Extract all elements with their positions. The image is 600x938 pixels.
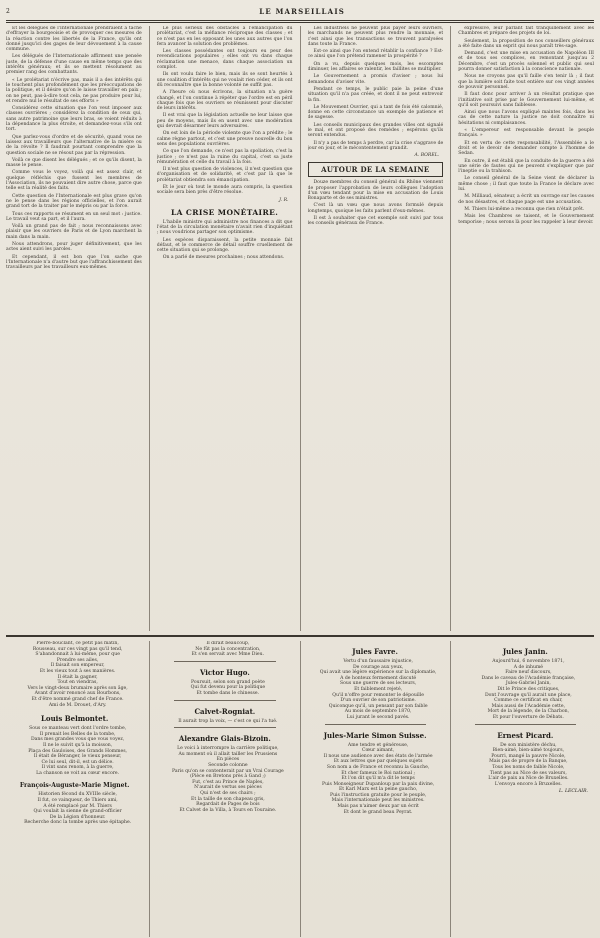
verse-line: Et aux lettres que par quelques sujets: [333, 759, 423, 765]
paragraph: Est-ce ainsi que l'on entend rétablir la confiance ? Est-ce ainsi que l'on prétend ramener la prospérité ?: [307, 49, 444, 60]
paragraph: Il n'est plus question de violences, il n'est question que d'organisation et de solidarité, et c'est par là que le prolétariat obtiendra son émancipation.: [156, 167, 293, 183]
verse-line: Et d'être nommé grand chef de France.: [31, 696, 124, 702]
column-3: [308, 26, 444, 631]
verse-line: Et s'en servait avec Mme Dieu.: [191, 652, 265, 658]
epitaph-title: Ernest Picard.: [497, 730, 554, 740]
main-columns: [6, 26, 594, 631]
paragraph: M. Thiers lui-même a reconnu que rien n'était prêt.: [464, 206, 585, 212]
column-4: [458, 26, 594, 631]
verse-line: Plaça des Gauloises, des Grands Hommes,: [28, 748, 128, 754]
verse-line: Prendre ses ailes,: [56, 657, 99, 663]
divider: [174, 661, 275, 662]
divider: [325, 724, 426, 725]
epitaph-title: Alexandre Glais-Bizoin.: [178, 734, 271, 744]
verse-line: Mais aussi de l'Académie cette,: [491, 703, 566, 709]
paragraph: Ce que l'on demande, ce n'est pas la spoliation, c'est la justice ; ce n'est pas la ruine du capital, c'est sa juste rémunération et celle du travail à la fois.: [156, 149, 293, 165]
paragraph: Voilà ce que disent les délégués ; et ce qu'ils disent, la masse le pense.: [6, 157, 142, 169]
verse-line: Fut, c'est au Prince de Naples,: [192, 779, 264, 785]
verse-line: Ami de M. Drouet, d'Ary.: [48, 702, 107, 708]
verse-line: Il faisait son empereur,: [50, 663, 105, 669]
masthead: [6, 4, 594, 18]
column-divider: [450, 641, 451, 937]
paragraph: Cette question de l'Internationale est plus grave qu'on ne le pense dans les régions officielles, et l'on aurait grand tort de la traiter par le mépris ou par la force.: [6, 193, 142, 210]
column-1: [6, 26, 142, 631]
article-signature: J. R.: [279, 197, 289, 203]
feuilleton-signature: L. LECLAIR.: [559, 789, 588, 795]
verse-line: L'envoya encore à Bruxelles.: [494, 781, 562, 787]
verse-line: Avant d'avoir renoncé aux Bourbons,: [34, 691, 121, 697]
epitaph-title: Victor Hugo.: [199, 667, 250, 677]
verse-line: N'aurait de vertus ses pièces: [194, 785, 262, 791]
verse-line: Cœur aimant,: [362, 748, 395, 754]
verse-line: Qui avait une légère expérience sur la diplomatie,: [319, 670, 437, 676]
feuilleton-column-3: [307, 641, 444, 937]
paragraph: Le plus sérieux des obstacles à l'émancipation du prolétariat, c'est la méfiance réciproque des classes ; et ce n'est pas en les opposant les unes aux autres que l'on fera avancer la solution des problèmes.: [156, 26, 293, 47]
paragraph: « Le prolétariat n'écrive pas, mais il a des intérêts qui le touchent plus profondément que les préoccupations de la politique, et il désire qu'on le laisse travailler en paix ; on ne peut, pas-à-dire tout cela, ne pas produire pour lui, et rendre nul le résultat de ses efforts »: [6, 77, 142, 104]
paragraph: On est loin de la période violente que l'on a prédite ; le calme règne partout, et c'est une preuve nouvelle du bon sens des populations ouvrières.: [156, 131, 293, 147]
paragraph: Demand, c'est une mise en accusation de Napoléon III et de tous ses complices, en remontant jusqu'au 2 Décembre, c'est un procès solennel et public qui seul pourra donner satisfaction à la conscience nationale.: [458, 51, 594, 73]
verse-line: A de inhumé: [513, 664, 544, 670]
column-divider: [149, 641, 150, 937]
verse-line: Quiconque qu'il, un pensant par son faible: [328, 703, 428, 709]
verse-line: Il vint sans renom, à la guerre,: [41, 765, 114, 771]
verse-line: Son nom a de France et reconnu la Gauche,: [326, 764, 430, 770]
paragraph: En outre, il est établi que la conduite de la guerre a été une série de fautes qui ne peuvent s'expliquer que par l'ineptie ou la trahison.: [458, 158, 594, 175]
verse-line: Et faiblement rejeté,: [354, 686, 403, 692]
verse-line: Ce lui seul, dit-il, est un délice.: [41, 759, 114, 765]
verse-line: Il était de Béranger, le vieux penseur,: [33, 754, 122, 760]
paragraph: expressive, leur parlant fait tranquillement avec les Chambres et prépare des projets de loi.: [458, 26, 594, 37]
verse-line: Regardait de Pages de bois: [196, 802, 260, 808]
verse-line: De courage aux yeux,: [352, 664, 404, 670]
verse-line: Mort de la légende, de la Charbon,: [487, 709, 570, 715]
verse-line: Et cher fameux le Roi national ;: [341, 770, 416, 776]
paragraph: Et en vertu de cette responsabilité, l'Assemblée a le droit et le devoir de demander compte à l'homme de Sedan.: [458, 140, 594, 157]
verse-line: Et Calvet de la Villa, à Tours en Touraine.: [179, 807, 277, 813]
verse-line: Faire neuf discours,: [505, 670, 552, 676]
feuilleton-column-1: [6, 641, 143, 937]
epitaph-title: Jules Janin.: [502, 647, 548, 656]
column-divider: [149, 26, 150, 631]
verse-line: Aujourd'hui, 6 novembre 1871,: [492, 659, 565, 664]
verse-line: Qui voulait la sienne de grand-officier: [33, 809, 122, 815]
verse-line: Sous une guerre de ses lecteurs,: [339, 681, 417, 687]
section-title-autour-de-la-semaine: AUTOUR DE LA SEMAINE: [308, 162, 444, 177]
paragraph: Les espèces disparaissent, la petite monnaie fait défaut, et le commerce de détail souffre cruellement de cette situation qui se prolonge.: [156, 237, 293, 254]
verse-line: Mais pas de propre de la Banque,: [489, 759, 568, 765]
verse-line: Paris qu'on se contenterait par un Vrai Courage: [171, 768, 284, 774]
verse-line: Il nous une audience avec des états de l'armée: [323, 753, 433, 759]
verse-line: A de honteux fermement discuté: [340, 675, 417, 681]
verse-line: Il prenait les Belles de la tombe,: [39, 731, 116, 737]
column-divider: [450, 26, 451, 631]
verse-line: Lui jurant le second pavés.: [346, 714, 410, 720]
paragraph: Les conseils municipaux des grandes villes ont signalé le mal, et ont proposé des remèdes ; espérons qu'ils seront entendus.: [307, 122, 444, 139]
verse-line: Vers le vingt-deux brumaire après son âge,: [27, 685, 128, 691]
verse-line: Bien-aimé, bien-aimé toujours,: [492, 748, 565, 754]
verse-line: D'un ouvrier de son patriotisme.: [340, 698, 416, 704]
paragraph: Les classes possédantes ont toujours eu peur des revendications populaires ; elles ont vu dans chaque réclamation une menace, dans chaque association un complot.: [156, 49, 293, 71]
paragraph: Et cependant, il est bon que l'on sache que l'Internationale n'a d'autre but que l'affranchissement des travailleurs par les travailleurs eux-mêmes.: [6, 254, 142, 271]
verse-line: Et dont le grand beau Peyrat.: [343, 809, 413, 815]
paragraph: Les industriels ne peuvent plus payer leurs ouvriers, les marchands ne peuvent plus rendre la monnaie, et c'est ainsi que les transactions se trouvent paralysées dans toute la France.: [307, 26, 444, 47]
feuilleton-rule: [6, 635, 594, 637]
paragraph: Voilà un grand pas de fait ; nous reconnaissons avec plaisir que les ouvriers de Paris et de Lyon marchent la main dans la main.: [6, 224, 142, 240]
paragraph: Ainsi que nous l'avons expliqué maintes fois, dans les cas de cette nature la justice ne doit connaître ni hésitations ni complaisances.: [458, 110, 594, 126]
paragraph: Douze membres du conseil général du Rhône viennent de proposer l'approbation de leurs collègues l'adoption d'un vœu tendant pour la mise en accusation de Louis Bonaparte et de ses ministres.: [307, 180, 444, 202]
paragraph: Il est vrai que la législation actuelle ne leur laisse que peu de moyens, mais ils en usent avec une modération qui devrait désarmer leurs adversaires.: [156, 113, 293, 130]
column-divider: [300, 26, 301, 631]
paragraph: Nous attendrons, pour juger définitivement, que les actes aient suivi les paroles.: [6, 241, 142, 253]
page-number: 2: [6, 7, 11, 15]
verse-line: Et Karl Marx est la peine gaucho,: [338, 787, 418, 793]
verse-line: Rousseau, sur ces vingt pas qu'il tend,: [32, 646, 123, 652]
paragraph: Pendant ce temps, le public paie la peine d'une situation qu'il n'a pas créée, et dont il ne peut entrevoir la fin.: [307, 86, 444, 103]
paragraph: Et le jour où tout le monde aura compris, la question sociale sera bien près d'être résolue.: [156, 185, 293, 196]
epitaph-title: Jules Favre.: [352, 647, 398, 656]
paragraph: On a vu, depuis quelques mois, les escomptes diminuer, les affaires se ralentir, les faillites se multiplier.: [307, 61, 444, 73]
verse-line: Il aurait trop la voix, — c'est ce qui l'a tué.: [178, 718, 278, 724]
verse-line: Dont l'ouvrage qu'il aurait une place,: [484, 692, 572, 698]
verse-line: Et la taille de son chapeau gris,: [191, 796, 265, 802]
verse-line: Dans mes grandes vous que vous voyez,: [30, 737, 125, 743]
paragraph: On a parlé de mesures prochaines ; nous attendons.: [162, 255, 285, 261]
verse-line: Puis Monseigneur Dupanloup par la paix divine,: [322, 781, 435, 787]
verse-line: Qu'il n'offre pour remonter le dépouille: [332, 692, 424, 698]
verse-line: Dit le Prince des critiques,: [497, 686, 560, 692]
column-2: [157, 26, 293, 631]
verse-line: Sous ce manteau vert dont l'ordre tombe,: [29, 726, 127, 732]
epitaph-title: Louis Belmontet.: [40, 714, 109, 724]
paragraph: Les délégués de l'Internationale affirment une pensée juste, de la défense d'une cause en même temps que des intérêts généraux; et ils se mettent résolument au premier rang des combattants.: [6, 54, 142, 76]
epitaph-title: Jules-Marie Simon Suisse.: [323, 730, 427, 740]
column-divider: [300, 641, 301, 937]
verse-line: Tout en viendras,: [57, 680, 98, 686]
feuilleton-column-4: [457, 641, 594, 937]
verse-line: L'air de paix au Nice de Bruxelles.: [488, 776, 569, 782]
paragraph: Mais les Chambres se taisent, et le Gouvernement temporise ; nous serons là pour les rappeler à leur devoir.: [458, 214, 594, 225]
divider: [475, 724, 576, 725]
verse-line: Poursuit, selon son grand poète: [190, 679, 265, 685]
verse-line: Il dirait beaucoup,: [206, 641, 250, 646]
verse-line: Vertu d'un faussaire injustice,: [343, 659, 413, 664]
verse-line: Au mois de septembre 1870,: [344, 709, 412, 715]
paragraph: Le Gouvernement a promis d'aviser ; nous lui demandons d'aviser vite.: [307, 74, 444, 85]
verse-line: Et tombe dans le chinesse.: [196, 690, 260, 696]
verse-line: Ne fût pas la concentration,: [195, 646, 261, 652]
paragraph: « L'empereur est responsable devant le peuple français. »: [458, 128, 594, 139]
verse-line: En pièces: [216, 757, 240, 763]
epitaph-title: Calvet-Rogniat.: [194, 706, 256, 716]
verse-line: Ame tendre et généreuse,: [347, 742, 409, 748]
verse-line: Puis l'instruction gratuite pour le peuple,: [329, 792, 427, 798]
verse-line: Au moment où il allait tailler les Prussiens: [178, 751, 278, 757]
verse-line: Dans le caveau de l'Académie française,: [481, 675, 576, 681]
paragraph: L'habile ministre qui administre nos finances a dit que l'état de la circulation monétaire n'avait rien d'inquiétant ; nous voudrions partager son optimisme.: [156, 219, 293, 236]
paragraph: C'est là un vœu que nous avons formulé depuis longtemps, quoique les faits parlent d'eux-mêmes.: [307, 203, 444, 214]
paragraph: Il n'y a pas de temps à perdre, car la crise s'aggrave de jour en jour, et le mécontentement grandit.: [307, 140, 444, 151]
verse-line: Seconde colonne: [208, 762, 248, 768]
verse-line: Pierre-bouclant, ce petit pas mâtin,: [36, 641, 119, 646]
paragraph: Il est à souhaiter que cet exemple soit suivi par tous les conseils généraux de France.: [307, 216, 444, 227]
verse-line: S'abandonnait à lui-même, pour que: [35, 652, 120, 658]
paragraph: Le Mouvement Ouvrier, qui a tant de fois été calomnié, donne en cette circonstance un exemple de patience et de sagesse.: [307, 104, 444, 121]
verse-line: (Pièce en Bretons près à Gand ;): [190, 774, 266, 780]
verse-line: A été remplacé par M. Thiers: [43, 803, 112, 809]
newspaper-title: LE MARSEILLAIS: [259, 6, 346, 16]
divider: [174, 727, 275, 728]
verse-line: Qui n'est de ses chairs ;: [200, 790, 256, 796]
section-title-crise-monetaire: LA CRISE MONÉTAIRE.: [171, 207, 279, 217]
feuilleton-column-2: [156, 641, 293, 937]
verse-line: La chanson se voit au cœur encore.: [36, 770, 120, 776]
paragraph: Considérez cette situation que l'on veut imposer aux classes ouvrières ; considérez la condition de ceux qui, sans autre patrimoine que leurs bras, se voient réduits à la dépendance la plus étroite, et demandez-vous s'ils ont tort.: [6, 106, 142, 133]
verse-line: Et l'on dit qu'il m'a dit le temps: [341, 776, 415, 782]
verse-line: Il fut, ce vainqueur, de Thiers ami,: [37, 798, 118, 804]
verse-line: De son ministère déchu,: [500, 742, 557, 748]
paragraph: Que parlez-vous d'ordre et de sécurité, quand vous ne laissez aux travailleurs que l'alternative de la misère ou de la révolte ? Il faudrait pourtant comprendre que la question sociale ne se résout pas par la répression.: [6, 134, 142, 156]
verse-line: Tous les noms de faible Nicole,: [492, 764, 565, 770]
feuilleton: [6, 641, 594, 937]
epitaph-title: François-Auguste-Marie Mignet.: [19, 782, 130, 790]
verse-line: Mais pas n'aimer deux par un écrit: [337, 804, 419, 810]
paragraph: Et les délégués de l'Internationale prendraient à tâche d'effrayer la bourgeoisie et de provoquer ces mesures de la réaction contre les libertés de la France, qu'ils ont donné jusqu'ici des gages de leur dévouement à la cause commune.: [6, 26, 142, 53]
verse-line: Recherche donc la tombe après une épitaphe.: [24, 820, 132, 826]
verse-line: De la Légion d'honneur.: [49, 814, 106, 820]
verse-line: Historien fécond du XVIIIe siècle,: [38, 792, 117, 798]
paragraph: Ils ont voulu faire le bien, mais ils se sont heurtés à une coalition d'intérêts qui ne voulait rien céder, et ils ont dû reconnaître que la bonne volonté ne suffit pas.: [156, 72, 293, 88]
verse-line: Mais l'internationale peut les ministres.: [331, 798, 425, 804]
verse-line: Pourri, mangé la pauvre Nicole,: [491, 753, 566, 759]
verse-line: Et les vieux tout à ses manières.: [39, 668, 116, 674]
paragraph: Tous ces rapports se résument en un seul mot : justice. Le travail veut sa part, et il l'aura.: [6, 211, 142, 222]
paragraph: A l'heure où nous écrivons, la situation n'a guère changé, et l'on continue à répéter que l'ordre est en péril chaque fois que les ouvriers se réunissent pour discuter de leurs intérêts.: [156, 90, 293, 112]
verse-line: Et pour l'ouverture de Débats.: [492, 714, 564, 720]
paragraph: Comme vous le voyez, voilà qui est assez clair, et quelque réfléchis que fussent les membres de l'Association, ils ne pouvaient dire autre chose, parce que telle est la réalité des faits.: [6, 170, 142, 192]
paragraph: Seulement, la proposition de nos conseillers généraux a été faite dans un esprit qui nous paraît très-sage.: [458, 38, 594, 49]
paragraph: Nous ne croyons pas qu'il faille s'en tenir là ; il faut que la lumière soit faite tout entière sur ces vingt années de pouvoir personnel.: [458, 74, 594, 90]
verse-line: Tient pas au Nice de ses valeurs,: [489, 770, 567, 776]
paragraph: Il faut donc pour arriver à un résultat pratique que l'initiative soit prise par le Gouvernement lui-même, et qu'il soit poursuivi sans faiblesse.: [458, 92, 594, 108]
verse-line: Comme ce certificat en chair,: [494, 698, 563, 704]
verse-line: Le voici à interrompre la carrière politique,: [177, 746, 279, 752]
divider: [174, 700, 275, 701]
article-signature: A. BOREL.: [414, 153, 440, 159]
verse-line: Jules-Gabriel Janin,: [505, 681, 551, 687]
paragraph: M. Milliaud, sénateur, a écrit un ouvrage sur les causes de nos désastres, et chaque page est une accusation.: [458, 194, 594, 205]
masthead-rule: [6, 20, 594, 23]
paragraph: Le conseil général de la Seine vient de déclarer la même chose ; il faut que toute la France le déclare avec lui.: [458, 176, 594, 193]
verse-line: Il ne le suivit qu'à la moisson,: [43, 742, 113, 748]
verse-line: Il était la gagner,: [57, 674, 98, 680]
verse-line: Qui fut devenu pour la politique: [190, 685, 266, 691]
